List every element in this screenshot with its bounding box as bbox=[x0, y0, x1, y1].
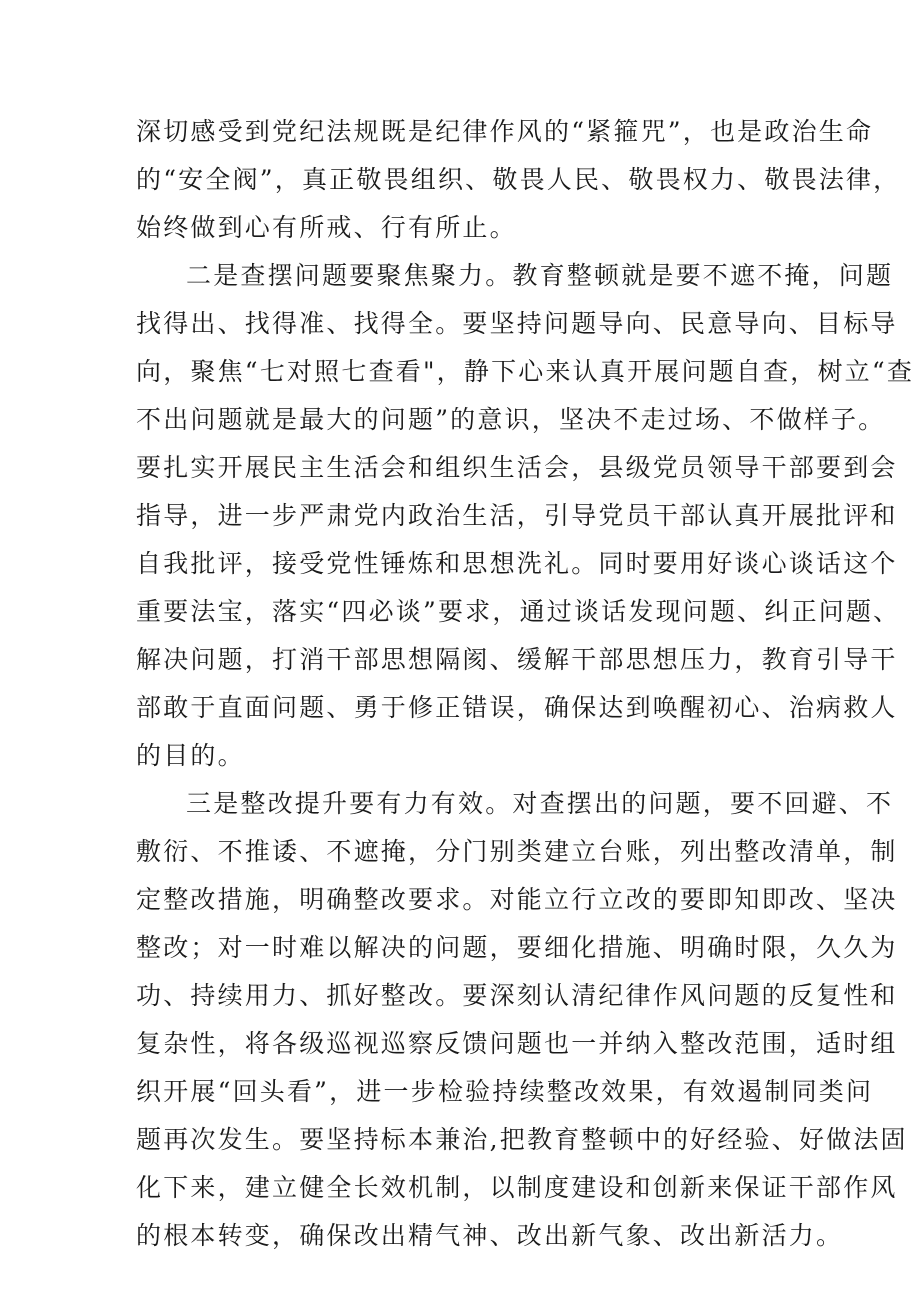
text-line: 整改；对一时难以解决的问题，要细化措施、明确时限，久久为 bbox=[136, 933, 898, 962]
text-line: 功、持续用力、抓好整改。要深刻认清纪律作风问题的反复性和 bbox=[136, 981, 898, 1010]
text-line: 复杂性，将各级巡视巡察反馈问题也一并纳入整改范围，适时组 bbox=[136, 1029, 898, 1058]
text-line: 题再次发生。要坚持标本兼治,把教育整顿中的好经验、好做法固 bbox=[136, 1125, 908, 1154]
text-line: 的目的。 bbox=[136, 741, 245, 770]
text-line: 定整改措施，明确整改要求。对能立行立改的要即知即改、坚决 bbox=[136, 885, 898, 914]
text-line: 的根本转变，确保改出精气神、改出新气象、改出新活力。 bbox=[136, 1221, 844, 1250]
text-line: 化下来，建立健全长效机制，以制度建设和创新来保证干部作风 bbox=[136, 1173, 898, 1202]
text-line: 织开展“回头看”，进一步检验持续整改效果，有效遏制同类问 bbox=[136, 1077, 874, 1106]
text-line: 解决问题，打消干部思想隔阂、缓解干部思想压力，教育引导干 bbox=[136, 645, 898, 674]
text-line: 深切感受到党纪法规既是纪律作风的“紧箍咒”，也是政治生命 bbox=[136, 117, 874, 146]
paragraph-first-line: 二是查摆问题要聚焦聚力。教育整顿就是要不遮不掩，问题 bbox=[186, 261, 894, 290]
text-line: 找得出、找得准、找得全。要坚持问题导向、民意导向、目标导 bbox=[136, 309, 898, 338]
text-line: 向，聚焦“七对照七查看"，静下心来认真开展问题自查，树立“查 bbox=[136, 357, 915, 386]
paragraph-first-line: 三是整改提升要有力有效。对查摆出的问题，要不回避、不 bbox=[186, 789, 894, 818]
text-line: 部敢于直面问题、勇于修正错误，确保达到唤醒初心、治病救人 bbox=[136, 693, 898, 722]
text-line: 重要法宝，落实“四必谈”要求，通过谈话发现问题、纠正问题、 bbox=[136, 597, 901, 626]
text-line: 敷衍、不推诿、不遮掩，分门别类建立台账，列出整改清单，制 bbox=[136, 837, 898, 866]
text-line: 不出问题就是最大的问题”的意识，坚决不走过场、不做样子。 bbox=[136, 405, 886, 434]
text-line: 指导，进一步严肃党内政治生活，引导党员干部认真开展批评和 bbox=[136, 501, 898, 530]
text-line: 要扎实开展民主生活会和组织生活会，县级党员领导干部要到会 bbox=[136, 453, 898, 482]
text-line: 自我批评，接受党性锤炼和思想洗礼。同时要用好谈心谈话这个 bbox=[136, 549, 898, 578]
text-line: 的“安全阀”，真正敬畏组织、敬畏人民、敬畏权力、敬畏法律， bbox=[136, 165, 901, 194]
text-line: 始终做到心有所戒、行有所止。 bbox=[136, 213, 517, 242]
